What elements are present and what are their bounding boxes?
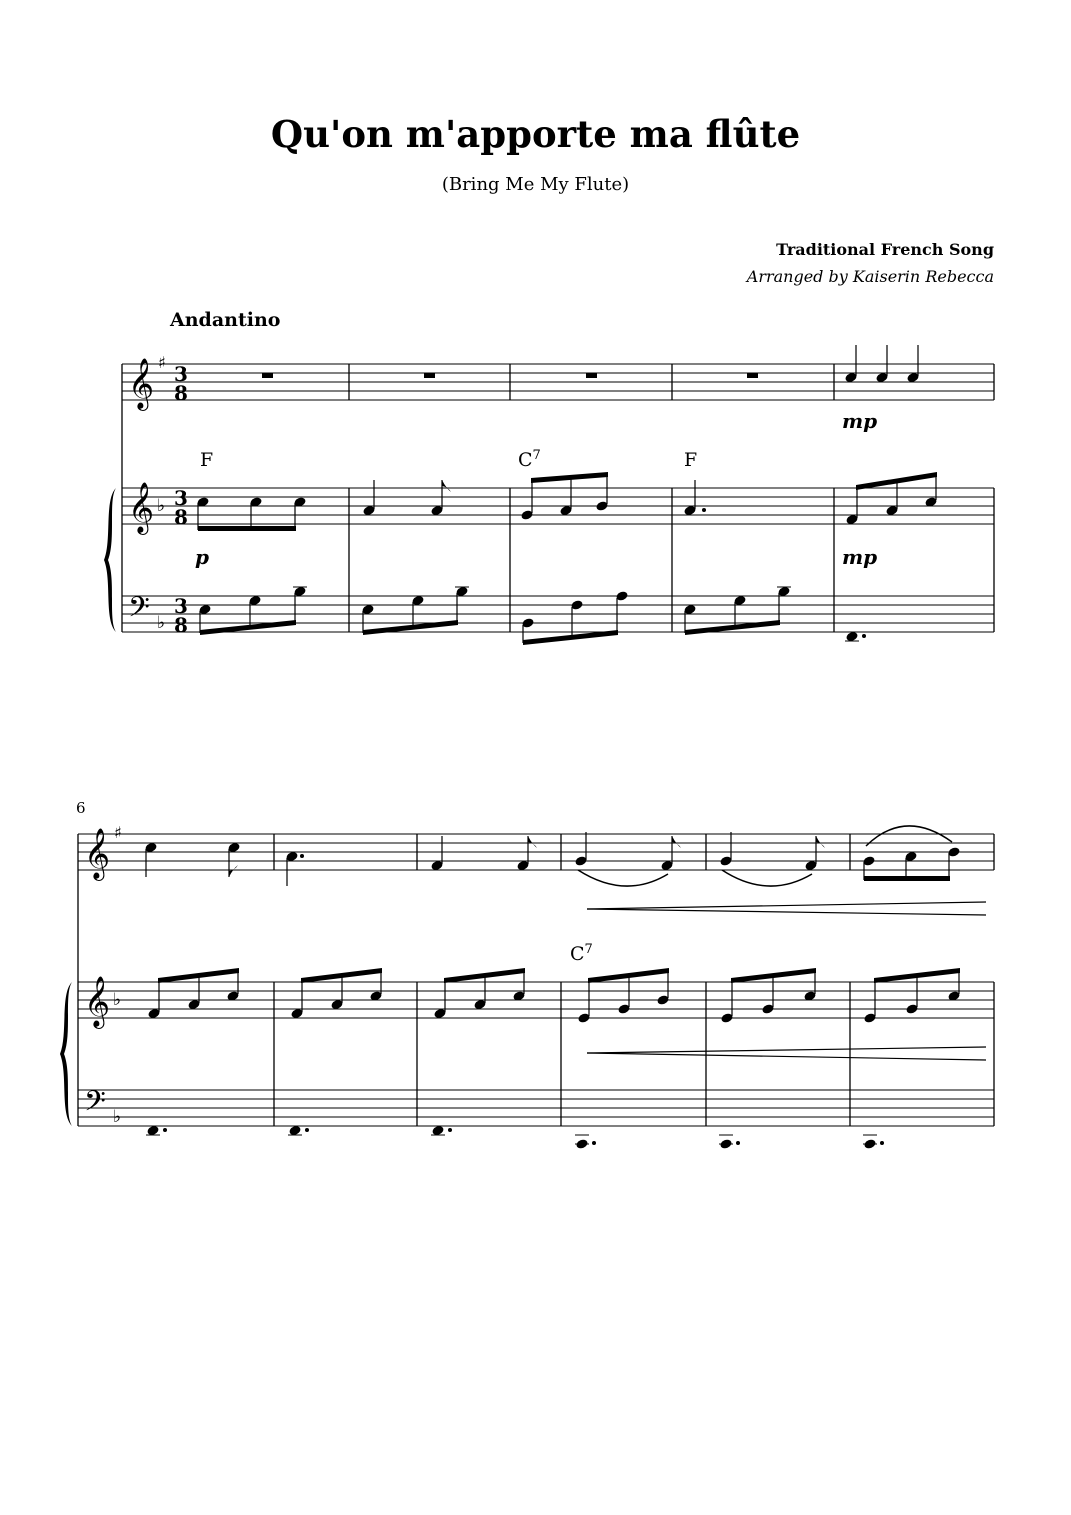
rh-m7 (290, 968, 382, 1019)
svg-text:3: 3 (174, 362, 188, 386)
lh-m3 (521, 590, 628, 645)
dynamic-marking: mp (842, 409, 878, 433)
sharp-icon: ♯ (114, 823, 122, 842)
flat-icon: ♭ (113, 1107, 122, 1127)
svg-text:8: 8 (174, 613, 188, 637)
flat-icon: ♭ (157, 613, 166, 633)
piano-rh-staff-1 (122, 488, 994, 524)
svg-text:3: 3 (174, 486, 188, 510)
flute-staff-2 (78, 834, 994, 870)
grand-staff-brace (60, 982, 72, 1126)
song-subtitle: (Bring Me My Flute) (441, 174, 630, 195)
treble-clef-icon: 𝄞 (84, 828, 111, 879)
chord-symbol: $C^7$ (518, 448, 541, 471)
rh-m8 (433, 968, 525, 1019)
hairpin (587, 1047, 986, 1060)
chord-symbol: F (684, 449, 698, 471)
flute-staff-1 (122, 364, 994, 400)
flute-m9 (574, 832, 681, 886)
grand-staff-brace (104, 488, 116, 632)
flute-m5-stems-down (844, 396, 845, 397)
rh-m5 (845, 472, 937, 525)
chord-symbol: $C^7$ (570, 942, 593, 965)
time-signature (174, 362, 188, 637)
flat-icon: ♭ (157, 496, 166, 516)
flat-icon: ♭ (113, 990, 122, 1010)
system-1 (104, 345, 994, 645)
rh-m3 (520, 472, 608, 521)
treble-clef-icon: 𝄞 (128, 358, 155, 409)
composer-credit: Traditional French Song (776, 240, 994, 259)
rh-m4 (683, 480, 706, 516)
song-title: Qu'on m'apporte ma flûte (270, 112, 801, 156)
piano-lh-staff-2 (78, 1090, 994, 1126)
flute-m10 (719, 832, 825, 886)
arranger-credit: Arranged by Kaiserin Rebecca (746, 267, 994, 286)
treble-clef-icon: 𝄞 (128, 482, 155, 533)
hairpin (587, 902, 986, 915)
bass-clef-icon: 𝄢 (128, 591, 150, 631)
rh-m1 (196, 496, 306, 531)
lh-m9-m11 (575, 1135, 884, 1150)
dynamic-marking: p (195, 545, 209, 569)
sharp-icon: ♯ (158, 353, 166, 372)
tempo-marking: Andantino (170, 309, 281, 331)
piano-rh-staff-2 (78, 982, 994, 1018)
measure-number: 6 (76, 799, 86, 817)
flute-m8 (430, 836, 537, 871)
rh-m2 (362, 480, 451, 516)
svg-text:8: 8 (174, 381, 188, 405)
lh-m1 (198, 586, 307, 635)
svg-text:3: 3 (174, 594, 188, 618)
lh-m2 (361, 586, 469, 635)
flute-m7 (285, 851, 304, 886)
rh-m9 (577, 968, 669, 1024)
rh-m10 (720, 968, 816, 1024)
treble-clef-icon: 𝄞 (84, 976, 111, 1027)
chord-symbol: F (200, 449, 214, 471)
rh-m6 (147, 968, 239, 1019)
bass-clef-icon: 𝄢 (84, 1085, 106, 1125)
rh-m11 (863, 968, 960, 1024)
lh-m4 (683, 586, 791, 635)
system-2 (60, 799, 994, 1150)
dynamic-marking: mp (842, 545, 878, 569)
flute-m6 (144, 842, 240, 877)
svg-text:8: 8 (174, 505, 188, 529)
